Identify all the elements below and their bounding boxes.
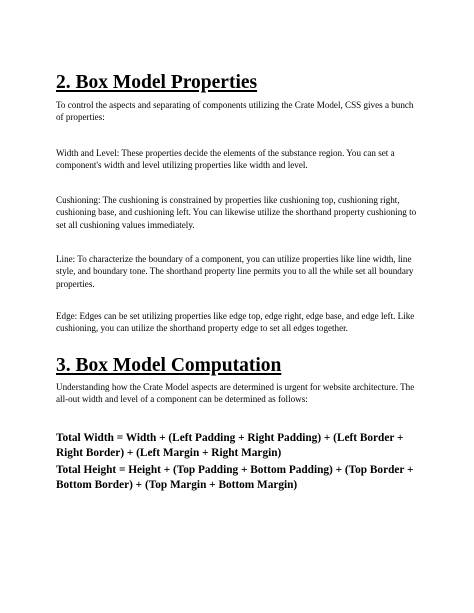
- formula-total-width: Total Width = Width + (Left Padding + Right Padding) + (Left Border + Right Border) + (Left Margin + Right Margin): [56, 432, 404, 460]
- paragraph-computation-intro: Understanding how the Crate Model aspects are determined is urgent for website architecture. The all-out width and level of a component can be determined as follows:: [56, 382, 415, 405]
- paragraph-width-and-level: Width and Level: These properties decide the elements of the substance region. You can set a component's width and level utilizing properties like width and level.: [56, 148, 395, 171]
- paragraph-line: Line: To characterize the boundary of a component, you can utilize properties like line width, line style, and boundary tone. The shorthand property line permits you to all the while set all boundary properties.: [56, 254, 414, 289]
- section-heading-box-model-properties: 2. Box Model Properties: [56, 72, 258, 93]
- formula-total-height: Total Height = Height + (Top Padding + Bottom Padding) + (Top Border + Bottom Border) + (Top Margin + Bottom Margin): [56, 464, 414, 492]
- paragraph-intro: To control the aspects and separating of components utilizing the Crate Model, CSS gives a bunch of properties:: [56, 100, 414, 123]
- section-heading-box-model-computation: 3. Box Model Computation: [56, 355, 282, 376]
- paragraph-cushioning: Cushioning: The cushioning is constrained by properties like cushioning top, cushioning right, cushioning base, and cushioning left. You can likewise utilize the shorthand property cushioning to set all cushioning values immediately.: [56, 195, 417, 230]
- paragraph-edge: Edge: Edges can be set utilizing properties like edge top, edge right, edge base, and edge left. Like cushioning, you can utilize the shorthand property edge to set all edges together.: [56, 311, 415, 334]
